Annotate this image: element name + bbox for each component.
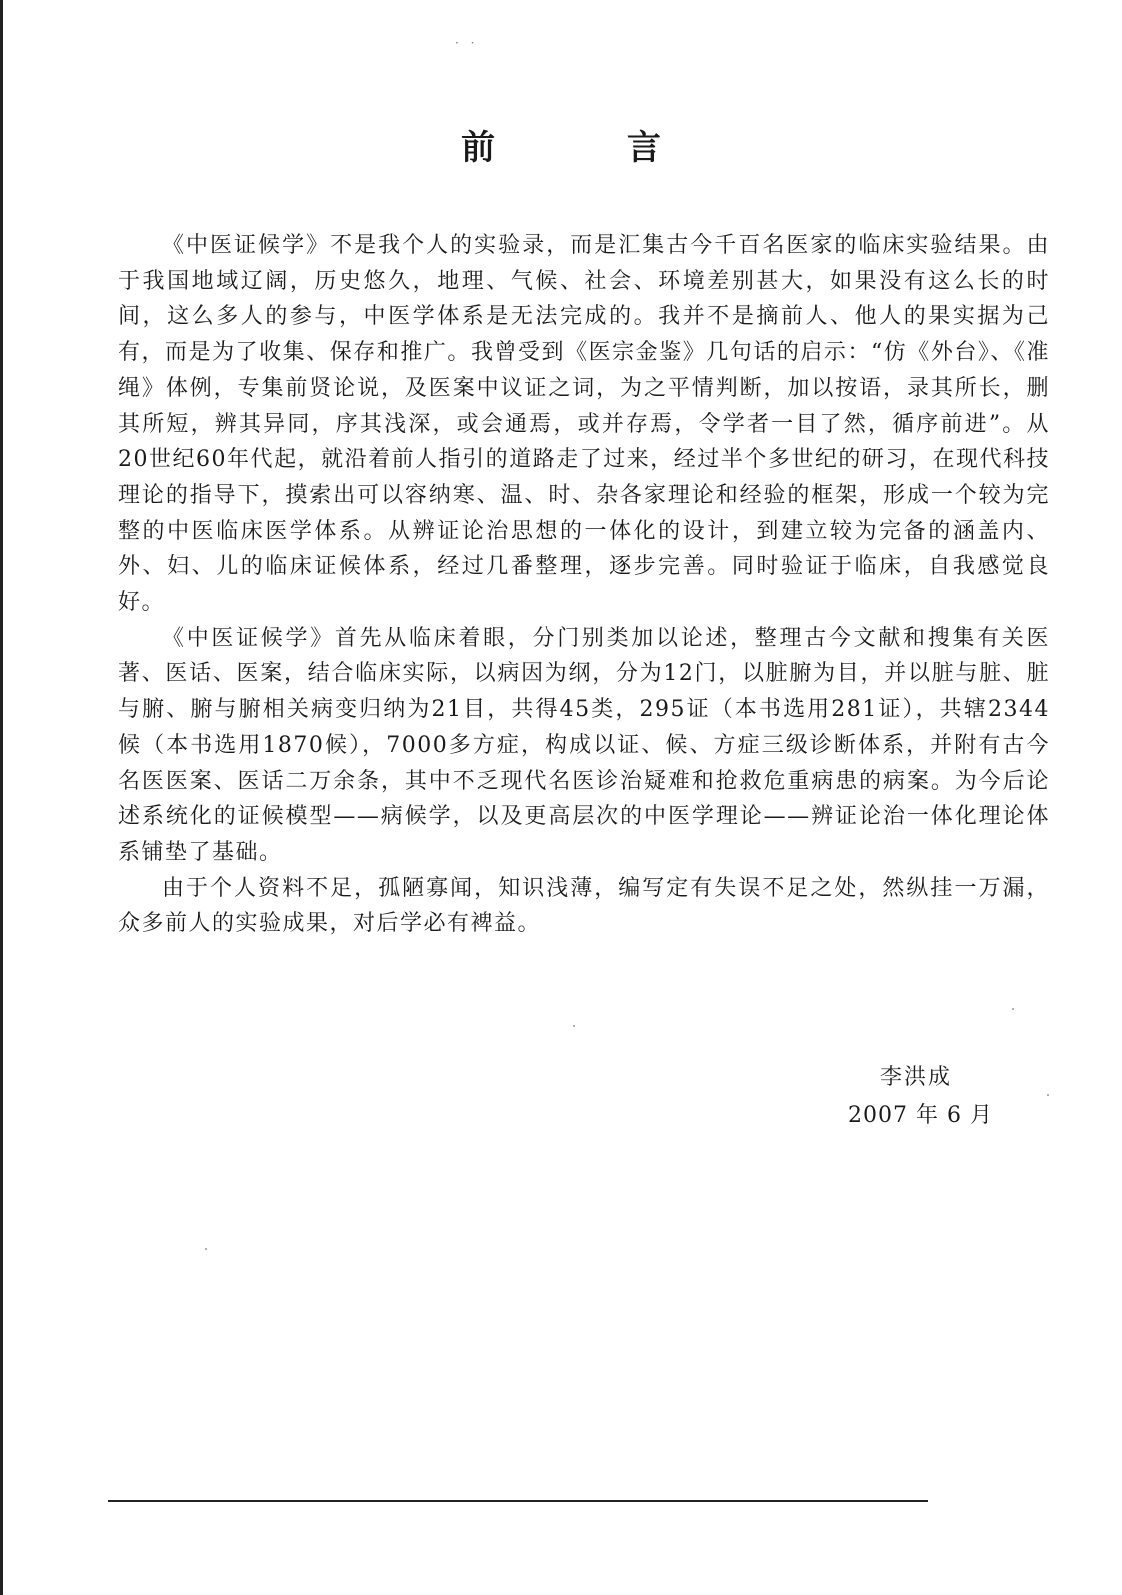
scan-marks: · · [455,36,479,50]
author-signature: 李洪成 [880,1065,953,1090]
scan-speck [1012,1008,1014,1010]
scan-speck [205,1248,207,1250]
paragraph-1: 《中医证候学》不是我个人的实验录，而是汇集古今千百名医家的临床实验结果。由于我国地域辽阔，历史悠久，地理、气候、社会、环境差别甚大，如果没有这么长的时间，这么多人的参与，中医学体系是无法完成的。我并不是摘前人、他人的果实据为己有，而是为了收集、保存和推广。我曾受到《医宗金鉴》几句话的启示：“仿《外台》、《准绳》体例，专集前贤论说，及医案中议证之词，为之平情判断，加以按语，录其所长，删其所短，辨其异同，序其浅深，或会通焉，或并存焉，令学者一目了然，循序前进”。从20世纪60年代起，就沿着前人指引的道路走了过来，经过半个多世纪的研习，在现代科技理论的指导下，摸索出可以容纳寒、温、时、杂各家理论和经验的框架，形成一个较为完整的中医临床医学体系。从辨证论治思想的一体化的设计，到建立较为完备的涵盖内、外、妇、儿的临床证候体系，经过几番整理，逐步完善。同时验证于临床，自我感觉良好。 [118,233,1050,616]
paragraph-2: 《中医证候学》首先从临床着眼，分门别类加以论述，整理古今文献和搜集有关医著、医话、医案，结合临床实际，以病因为纲，分为12门，以脏腑为目，并以脏与脏、脏与腑、腑与腑相关病变归纳为21目，共得45类，295证（本书选用281证），共辖2344候（本书选用1870候），7000多方症，构成以证、候、方症三级诊断体系，并附有古今名医医案、医话二万余条，其中不乏现代名医诊治疑难和抢救危重病患的病案。为今后论述系统化的证候模型——病候学，以及更高层次的中医学理论——辨证论治一体化理论体系铺垫了基础。 [118,625,1050,865]
page-title: 前 言 [461,128,721,168]
signature-date: 2007 年 6 月 [848,1103,993,1128]
scan-speck [573,1025,575,1027]
preface-body [118,228,1050,942]
scan-speck [1047,1094,1049,1096]
paragraph-3: 由于个人资料不足，孤陋寡闻，知识浅薄，编写定有失误不足之处，然纵挂一万漏，众多前人的实验成果，对后学必有裨益。 [118,875,1050,937]
page-left-edge [0,0,3,1595]
footer-rule [108,1500,928,1502]
